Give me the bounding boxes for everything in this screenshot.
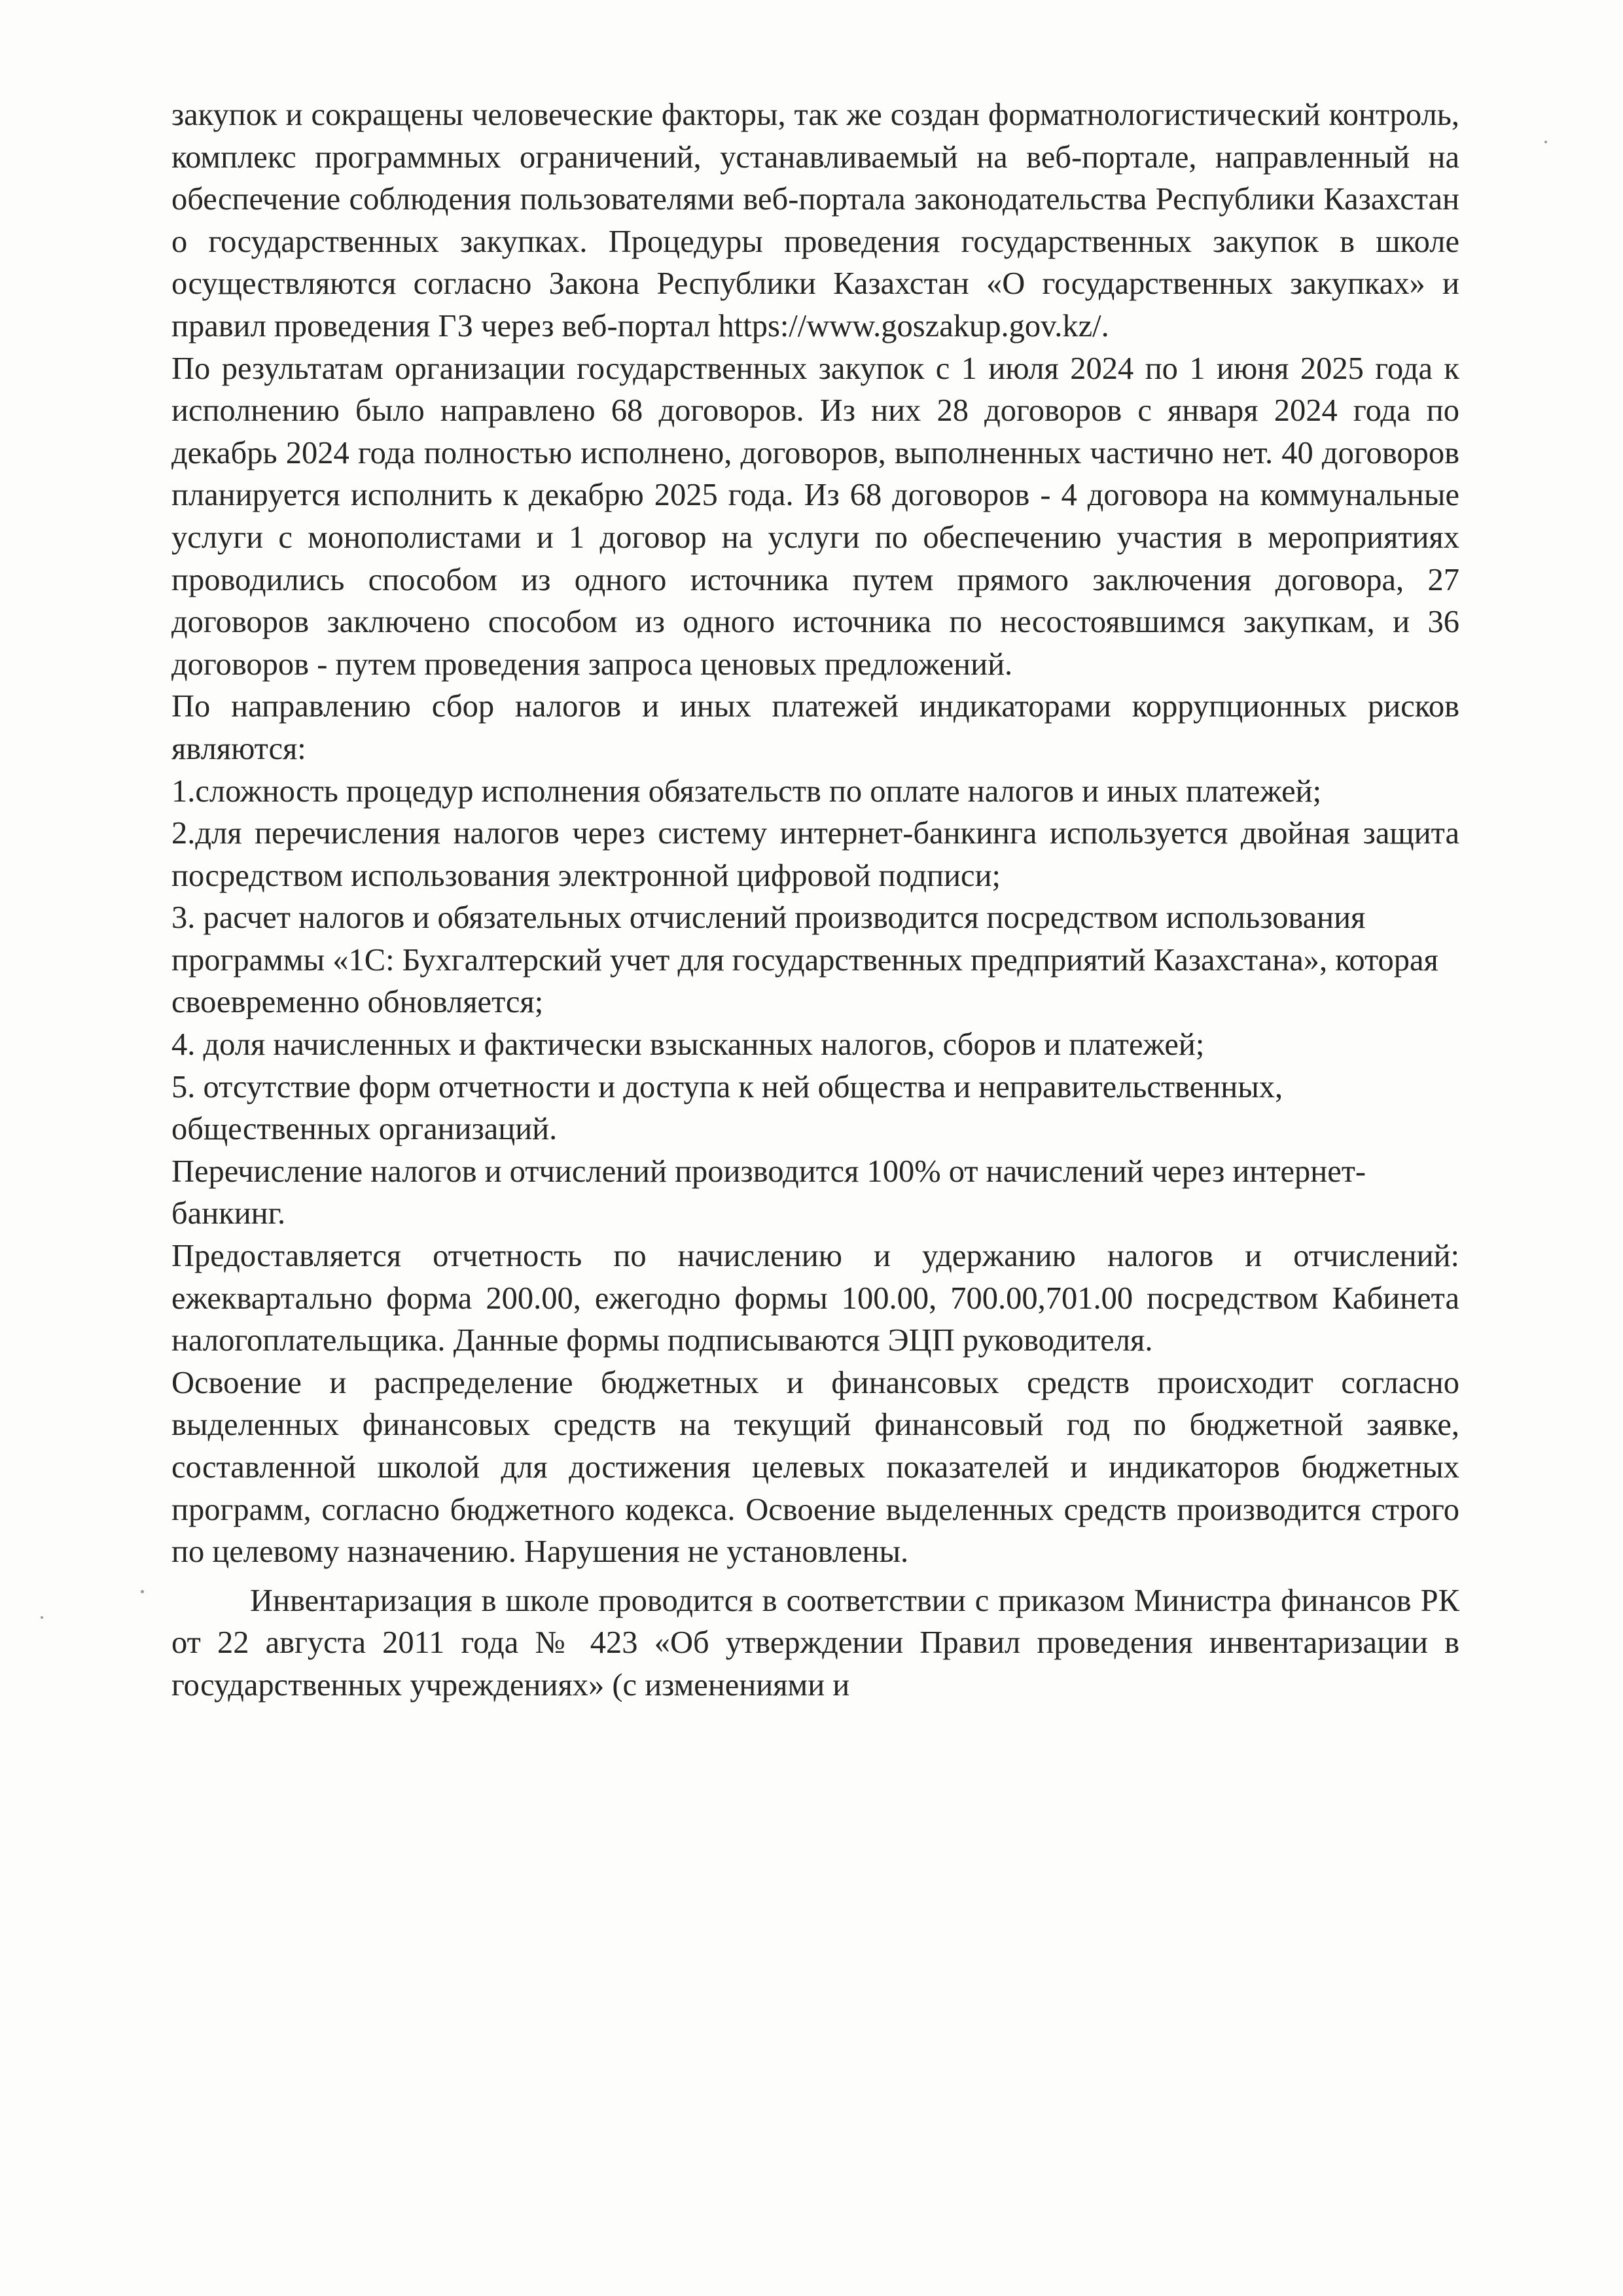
scan-speck <box>41 1616 43 1619</box>
list-item-3: 3. расчет налогов и обязательных отчислений производится посредством использования программы «1С: Бухгалтерский учет для государственных предприятий Казахстана», которая своевременно обновляется; <box>171 900 1438 1020</box>
scan-speck <box>1544 141 1547 143</box>
document-body <box>171 94 1459 1707</box>
list-item-4: 4. доля начисленных и фактически взысканных налогов, сборов и платежей; <box>171 1027 1205 1063</box>
paragraph-tax-reporting: Предоставляется отчетность по начислению и удержанию налогов и отчислений: ежеквартально форма 200.00, ежегодно формы 100.00, 700.00,701.00 посредством Кабинета налогоплательщика. Данные формы подписываются ЭЦП руководителя. <box>171 1239 1459 1358</box>
paragraph-procurement-results: По результатам организации государственных закупок с 1 июля 2024 по 1 июня 2025 года к исполнению было направлено 68 договоров. Из них 28 договоров с января 2024 года по декабрь 2024 года полностью исполнено, договоров, выполненных частично нет. 40 договоров планируется исполнить к декабрю 2025 года. Из 68 договоров - 4 договора на коммунальные услуги с монополистами и 1 договор на услуги по обеспечению участия в мероприятиях проводились способом из одного источника путем прямого заключения договора, 27 договоров заключено способом из одного источника по несостоявшимся закупкам, и 36 договоров - путем проведения запроса ценовых предложений. <box>171 351 1459 682</box>
paragraph-tax-risk-intro: По направлению сбор налогов и иных платежей индикаторами коррупционных рисков являются: <box>171 689 1459 766</box>
paragraph-procurement-system: закупок и сокращены человеческие факторы, так же создан форматнологистический контроль, комплекс программных ограничений, устанавливаемый на веб-портале, направленный на обеспечение соблюдения пользователями веб-портала законодательства Республики Казахстан о государственных закупках. Процедуры проведения государственных закупок в школе осуществляются согласно Закона Республики Казахстан «О государственных закупках» и правил проведения ГЗ через веб-портал https://www.goszakup.gov.kz/. <box>171 97 1459 344</box>
list-item-2: 2.для перечисления налогов через систему интернет-банкинга используется двойная защита посредством использования электронной цифровой подписи; <box>171 816 1459 893</box>
scan-speck <box>141 1590 144 1593</box>
list-item-1: 1.сложность процедур исполнения обязательств по оплате налогов и иных платежей; <box>171 773 1322 809</box>
paragraph-tax-transfer: Перечисление налогов и отчислений производится 100% от начислений через интернет-банкинг. <box>171 1154 1366 1231</box>
list-item-5: 5. отсутствие форм отчетности и доступа к ней общества и неправительственных, общественных организаций. <box>171 1069 1283 1147</box>
paragraph-inventory: Инвентаризация в школе проводится в соответствии с приказом Министра финансов РК от 22 августа 2011 года № 423 «Об утверждении Правил проведения инвентаризации в государственных учреждениях» (с изменениями и <box>171 1583 1459 1703</box>
paragraph-budget-funds: Освоение и распределение бюджетных и финансовых средств происходит согласно выделенных финансовых средств на текущий финансовый год по бюджетной заявке, составленной школой для достижения целевых показателей и индикаторов бюджетных программ, согласно бюджетного кодекса. Освоение выделенных средств производится строго по целевому назначению. Нарушения не установлены. <box>171 1365 1459 1570</box>
